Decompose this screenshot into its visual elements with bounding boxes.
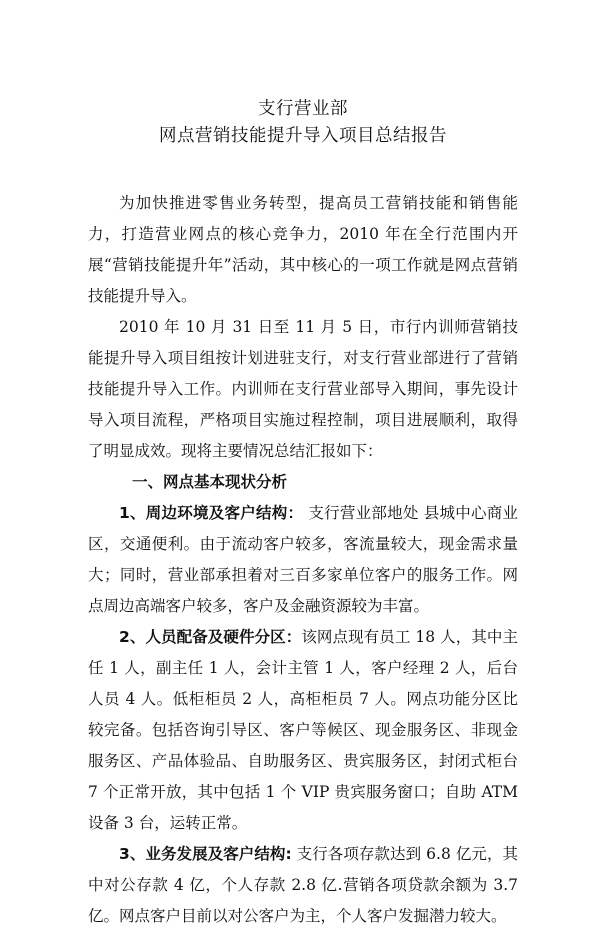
item-3-label: 3、业务发展及客户结构:: [119, 845, 292, 863]
item-3-text: 支行各项存款达到 6.8 亿元，其中对公存款 4 亿，个人存款 2.8 亿.营销各项贷款余额为 3.7 亿。网点客户目前以对公客户为主，个人客户发掘潜力较大。: [88, 845, 519, 925]
item-2-text: 该网点现有员工 18 人，其中主任 1 人，副主任 1 人，会计主管 1 人，客户经理 2 人，后台人员 4 人。低柜柜员 2 人，高柜柜员 7 人。网点功能分区比较完备。包括咨询引导区、客户等候区、现金服务区、非现金服务区、产品体验品、自助服务区、贵宾服务区，封闭式柜台 7 个正常开放，其中包括 1 个 VIP 贵宾服务窗口；自助 ATM 设备 3 台，运转正常。: [88, 628, 518, 832]
document-title-line-1: 支行营业部: [258, 99, 348, 119]
section-1-heading: 一、网点基本现状分析: [132, 473, 288, 491]
timeline-paragraph: 2010 年 10 月 31 日至 11 月 5 日，市行内训师营销技能提升导入项目组按计划进驻支行，对支行营业部进行了营销技能提升导入工作。内训师在支行营业部导入期间，事先设计导入项目流程，严格项目实施过程控制，项目进展顺利，取得了明显成效。现将主要情况总结汇报如下：: [88, 318, 518, 460]
section-1-item-3: [88, 839, 518, 932]
item-1-label: 1、周边环境及客户结构：: [119, 504, 304, 522]
document-title-line-2: 网点营销技能提升导入项目总结报告: [159, 126, 447, 146]
section-1-item-2: [88, 622, 518, 839]
item-2-label: 2、人员配备及硬件分区：: [119, 628, 302, 646]
intro-paragraph: 为加快推进零售业务转型，提高员工营销技能和销售能力，打造营业网点的核心竞争力，2010 年在全行范围内开展“营销技能提升年”活动，其中核心的一项工作就是网点营销技能提升导入。: [88, 194, 518, 305]
section-1-item-1: [88, 498, 518, 622]
item-1-text: 支行营业部地处 县城中心商业区，交通便利。由于流动客户较多，客流量较大，现金需求量大；同时，营业部承担着对三百多家单位客户的服务工作。网点周边高端客户较多，客户及金融资源较为丰富。: [88, 504, 518, 615]
document-body: [88, 188, 518, 932]
